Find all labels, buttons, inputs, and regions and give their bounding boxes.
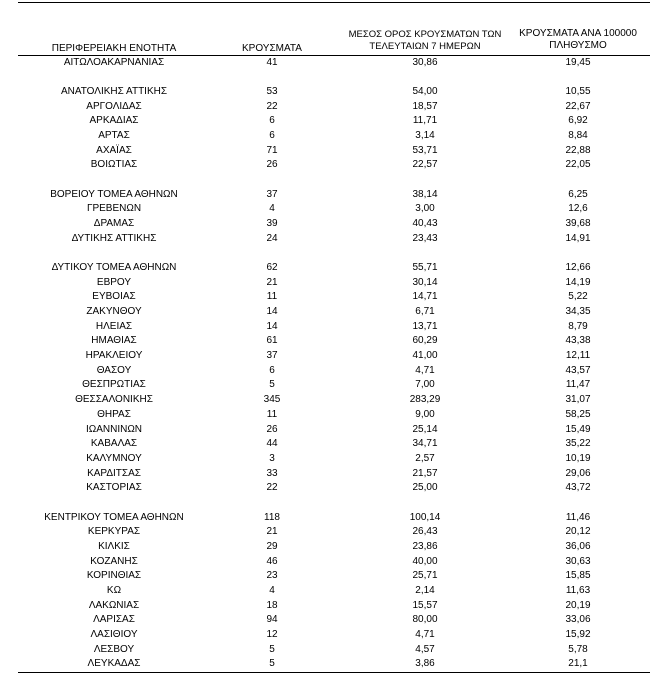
cell-cases: 6 bbox=[269, 129, 275, 141]
cell-avg-7days: 4,71 bbox=[415, 364, 435, 376]
cell-cases: 22 bbox=[266, 100, 278, 112]
cell-cases: 41 bbox=[266, 56, 278, 68]
cell-avg-7days: 53,71 bbox=[412, 144, 438, 156]
cell-cases: 6 bbox=[269, 364, 275, 376]
table-row bbox=[0, 467, 666, 482]
cell-per-100k: 15,92 bbox=[565, 629, 591, 641]
table-row bbox=[0, 158, 666, 173]
table-row bbox=[0, 511, 666, 526]
table-row bbox=[0, 276, 666, 291]
table-row bbox=[0, 452, 666, 467]
cell-cases: 29 bbox=[266, 540, 278, 552]
cell-avg-7days: 13,71 bbox=[412, 320, 438, 332]
cell-cases: 12 bbox=[266, 629, 278, 641]
cell-cases: 39 bbox=[266, 217, 278, 229]
cell-per-100k: 8,84 bbox=[568, 129, 588, 141]
cell-region: ΚΙΛΚΙΣ bbox=[98, 540, 130, 552]
table-row bbox=[0, 56, 666, 71]
table-row bbox=[0, 408, 666, 423]
cell-avg-7days: 54,00 bbox=[412, 85, 438, 97]
cell-avg-7days: 80,00 bbox=[412, 614, 438, 626]
cell-region: ΛΑΡΙΣΑΣ bbox=[93, 614, 135, 626]
cell-cases: 26 bbox=[266, 423, 278, 435]
cell-per-100k: 6,92 bbox=[568, 115, 588, 127]
cell-per-100k: 58,25 bbox=[565, 408, 591, 420]
cell-per-100k: 29,06 bbox=[565, 467, 591, 479]
table-row bbox=[0, 643, 666, 658]
cell-cases: 11 bbox=[266, 291, 278, 303]
table-row bbox=[0, 261, 666, 276]
cell-cases: 61 bbox=[266, 335, 278, 347]
cell-avg-7days: 38,14 bbox=[412, 188, 438, 200]
cell-avg-7days: 30,86 bbox=[412, 56, 438, 68]
cell-region: ΛΕΣΒΟΥ bbox=[93, 643, 135, 655]
cell-per-100k: 33,06 bbox=[565, 614, 591, 626]
header-per-100k: ΚΡΟΥΣΜΑΤΑ ΑΝΑ 100000 ΠΛΗΘΥΣΜΟ bbox=[519, 28, 637, 51]
cell-cases: 21 bbox=[266, 526, 278, 538]
table-row bbox=[0, 129, 666, 144]
cell-avg-7days: 14,71 bbox=[412, 291, 438, 303]
table-row bbox=[0, 217, 666, 232]
cell-region: ΔΥΤΙΚΟΥ ΤΟΜΕΑ ΑΘΗΝΩΝ bbox=[51, 262, 177, 274]
cell-per-100k: 5,22 bbox=[568, 291, 588, 303]
cell-region: ΘΗΡΑΣ bbox=[97, 408, 131, 420]
cell-region: ΚΟΖΑΝΗΣ bbox=[90, 555, 138, 567]
header-cases: ΚΡΟΥΣΜΑΤΑ bbox=[242, 43, 302, 54]
cell-per-100k: 30,63 bbox=[565, 555, 591, 567]
table-row bbox=[0, 613, 666, 628]
cell-avg-7days: 15,57 bbox=[412, 599, 438, 611]
cell-per-100k: 34,35 bbox=[565, 306, 591, 318]
cell-avg-7days: 30,14 bbox=[412, 276, 438, 288]
cell-avg-7days: 3,00 bbox=[415, 203, 435, 215]
cell-cases: 3 bbox=[269, 452, 275, 464]
cell-region: ΑΙΤΩΛΟΑΚΑΡΝΑΝΙΑΣ bbox=[63, 56, 165, 68]
table-row bbox=[0, 305, 666, 320]
cell-avg-7days: 22,57 bbox=[412, 159, 438, 171]
cell-per-100k: 35,22 bbox=[565, 438, 591, 450]
table-row bbox=[0, 584, 666, 599]
cell-avg-7days: 3,14 bbox=[415, 129, 435, 141]
cell-cases: 14 bbox=[266, 306, 278, 318]
table-row bbox=[0, 144, 666, 159]
cell-per-100k: 12,66 bbox=[565, 262, 591, 274]
cell-avg-7days: 34,71 bbox=[412, 438, 438, 450]
cell-per-100k: 22,67 bbox=[565, 100, 591, 112]
cell-per-100k: 20,12 bbox=[565, 526, 591, 538]
cell-region: ΚΑΡΔΙΤΣΑΣ bbox=[87, 467, 141, 479]
table-row bbox=[0, 437, 666, 452]
cell-avg-7days: 2,57 bbox=[415, 452, 435, 464]
cell-cases: 71 bbox=[266, 144, 278, 156]
table-row bbox=[0, 334, 666, 349]
cell-avg-7days: 60,29 bbox=[412, 335, 438, 347]
cell-per-100k: 8,79 bbox=[568, 320, 588, 332]
table-row bbox=[0, 290, 666, 305]
cell-per-100k: 19,45 bbox=[565, 56, 591, 68]
cell-cases: 5 bbox=[269, 379, 275, 391]
cell-avg-7days: 7,00 bbox=[415, 379, 435, 391]
cell-per-100k: 5,78 bbox=[568, 643, 588, 655]
cell-cases: 37 bbox=[266, 350, 278, 362]
table-row bbox=[0, 555, 666, 570]
cell-avg-7days: 18,57 bbox=[412, 100, 438, 112]
cell-avg-7days: 25,00 bbox=[412, 482, 438, 494]
cell-per-100k: 10,19 bbox=[565, 452, 591, 464]
cell-avg-7days: 23,86 bbox=[412, 540, 438, 552]
table-row bbox=[0, 100, 666, 115]
table-row bbox=[0, 393, 666, 408]
cell-region: ΖΑΚΥΝΘΟΥ bbox=[86, 306, 142, 318]
cell-avg-7days: 11,71 bbox=[412, 115, 438, 127]
cell-cases: 44 bbox=[266, 438, 278, 450]
cell-region: ΕΒΡΟΥ bbox=[96, 276, 132, 288]
cell-per-100k: 10,55 bbox=[565, 85, 591, 97]
cell-per-100k: 22,88 bbox=[565, 144, 591, 156]
header-region: ΠΕΡΙΦΕΡΕΙΑΚΗ ΕΝΟΤΗΤΑ bbox=[51, 43, 177, 54]
table-row bbox=[0, 481, 666, 496]
cell-avg-7days: 283,29 bbox=[409, 394, 441, 406]
table-row bbox=[0, 525, 666, 540]
cell-avg-7days: 100,14 bbox=[409, 511, 441, 523]
cell-avg-7days: 3,86 bbox=[415, 658, 435, 670]
cell-region: ΛΕΥΚΑΔΑΣ bbox=[87, 658, 141, 670]
cell-cases: 37 bbox=[266, 188, 278, 200]
cell-per-100k: 39,68 bbox=[565, 217, 591, 229]
cell-region: ΚΕΝΤΡΙΚΟΥ ΤΟΜΕΑ ΑΘΗΝΩΝ bbox=[44, 511, 184, 523]
table-row bbox=[0, 364, 666, 379]
cell-avg-7days: 21,57 bbox=[412, 467, 438, 479]
cell-cases: 26 bbox=[266, 159, 278, 171]
cell-region: ΑΡΤΑΣ bbox=[98, 129, 130, 141]
cell-region: ΑΝΑΤΟΛΙΚΗΣ ΑΤΤΙΚΗΣ bbox=[60, 85, 168, 97]
cell-region: ΚΕΡΚΥΡΑΣ bbox=[87, 526, 141, 538]
cell-region: ΙΩΑΝΝΙΝΩΝ bbox=[85, 423, 143, 435]
cell-region: ΔΥΤΙΚΗΣ ΑΤΤΙΚΗΣ bbox=[71, 232, 157, 244]
cell-region: ΔΡΑΜΑΣ bbox=[93, 217, 135, 229]
cell-avg-7days: 2,14 bbox=[415, 584, 435, 596]
cell-cases: 5 bbox=[269, 643, 275, 655]
cell-cases: 14 bbox=[266, 320, 278, 332]
cell-cases: 345 bbox=[263, 394, 281, 406]
cell-per-100k: 31,07 bbox=[565, 394, 591, 406]
table-row bbox=[0, 628, 666, 643]
cell-region: ΚΑΛΥΜΝΟΥ bbox=[86, 452, 142, 464]
table-row bbox=[0, 423, 666, 438]
header-avg-7days: ΜΕΣΟΣ ΟΡΟΣ ΚΡΟΥΣΜΑΤΩΝ ΤΩΝ ΤΕΛΕΥΤΑΙΩΝ 7 ΗΜΕΡΩΝ bbox=[348, 29, 502, 52]
cell-cases: 24 bbox=[266, 232, 278, 244]
cell-avg-7days: 25,14 bbox=[412, 423, 438, 435]
cell-cases: 22 bbox=[266, 482, 278, 494]
table-row bbox=[0, 320, 666, 335]
cell-cases: 4 bbox=[269, 584, 275, 596]
cell-region: ΒΟΡΕΙΟΥ ΤΟΜΕΑ ΑΘΗΝΩΝ bbox=[50, 188, 178, 200]
cell-cases: 23 bbox=[266, 570, 278, 582]
cell-avg-7days: 40,00 bbox=[412, 555, 438, 567]
table-row bbox=[0, 540, 666, 555]
cell-per-100k: 6,25 bbox=[568, 188, 588, 200]
cell-per-100k: 20,19 bbox=[565, 599, 591, 611]
table-row bbox=[0, 85, 666, 100]
cell-avg-7days: 26,43 bbox=[412, 526, 438, 538]
cell-per-100k: 15,85 bbox=[565, 570, 591, 582]
table-row bbox=[0, 202, 666, 217]
cell-region: ΛΑΣΙΘΙΟΥ bbox=[90, 629, 138, 641]
cell-cases: 6 bbox=[269, 115, 275, 127]
cell-region: ΘΕΣΣΑΛΟΝΙΚΗΣ bbox=[75, 394, 153, 406]
cell-per-100k: 11,63 bbox=[565, 584, 591, 596]
table-row bbox=[0, 378, 666, 393]
cell-region: ΓΡΕΒΕΝΩΝ bbox=[86, 203, 142, 215]
table-row bbox=[0, 232, 666, 247]
cell-region: ΒΟΙΩΤΙΑΣ bbox=[90, 159, 138, 171]
cell-region: ΚΑΣΤΟΡΙΑΣ bbox=[86, 482, 142, 494]
cell-region: ΚΩ bbox=[106, 584, 122, 596]
cell-region: ΑΡΚΑΔΙΑΣ bbox=[89, 115, 139, 127]
cell-per-100k: 15,49 bbox=[565, 423, 591, 435]
cell-cases: 53 bbox=[266, 85, 278, 97]
cell-region: ΘΑΣΟΥ bbox=[96, 364, 132, 376]
cell-avg-7days: 6,71 bbox=[415, 306, 435, 318]
cell-region: ΛΑΚΩΝΙΑΣ bbox=[88, 599, 140, 611]
cell-cases: 18 bbox=[266, 599, 278, 611]
cell-cases: 94 bbox=[266, 614, 278, 626]
cell-region: ΗΛΕΙΑΣ bbox=[95, 320, 133, 332]
cell-region: ΚΑΒΑΛΑΣ bbox=[90, 438, 138, 450]
cell-cases: 21 bbox=[266, 276, 278, 288]
cell-cases: 46 bbox=[266, 555, 278, 567]
cell-per-100k: 43,72 bbox=[565, 482, 591, 494]
cell-region: ΗΡΑΚΛΕΙΟΥ bbox=[85, 350, 143, 362]
cell-per-100k: 22,05 bbox=[565, 159, 591, 171]
cell-per-100k: 14,91 bbox=[565, 232, 591, 244]
cell-per-100k: 14,19 bbox=[565, 276, 591, 288]
cell-avg-7days: 25,71 bbox=[412, 570, 438, 582]
cell-cases: 62 bbox=[266, 262, 278, 274]
cell-per-100k: 43,57 bbox=[565, 364, 591, 376]
cell-per-100k: 12,6 bbox=[568, 203, 588, 215]
table-row bbox=[0, 657, 666, 672]
cell-avg-7days: 4,71 bbox=[415, 629, 435, 641]
cell-avg-7days: 55,71 bbox=[412, 262, 438, 274]
cell-avg-7days: 41,00 bbox=[412, 350, 438, 362]
cell-per-100k: 21,1 bbox=[568, 658, 588, 670]
cell-avg-7days: 40,43 bbox=[412, 217, 438, 229]
cell-per-100k: 11,47 bbox=[565, 379, 591, 391]
table-row bbox=[0, 599, 666, 614]
cell-region: ΗΜΑΘΙΑΣ bbox=[91, 335, 137, 347]
cell-per-100k: 12,11 bbox=[565, 350, 591, 362]
cell-region: ΑΡΓΟΛΙΔΑΣ bbox=[86, 100, 142, 112]
cell-per-100k: 11,46 bbox=[565, 511, 591, 523]
cell-cases: 4 bbox=[269, 203, 275, 215]
cell-region: ΚΟΡΙΝΘΙΑΣ bbox=[86, 570, 142, 582]
table-row bbox=[0, 349, 666, 364]
table-row bbox=[0, 114, 666, 129]
cell-region: ΘΕΣΠΡΩΤΙΑΣ bbox=[82, 379, 146, 391]
cell-region: ΑΧΑΪΑΣ bbox=[96, 144, 132, 156]
table-row bbox=[0, 569, 666, 584]
cell-cases: 118 bbox=[264, 511, 280, 523]
cell-avg-7days: 23,43 bbox=[412, 232, 438, 244]
cell-cases: 33 bbox=[266, 467, 278, 479]
cell-per-100k: 36,06 bbox=[565, 540, 591, 552]
cell-avg-7days: 4,57 bbox=[415, 643, 435, 655]
cell-per-100k: 43,38 bbox=[565, 335, 591, 347]
table-bottom-rule bbox=[18, 672, 650, 673]
cell-region: ΕΥΒΟΙΑΣ bbox=[92, 291, 136, 303]
cell-cases: 5 bbox=[269, 658, 275, 670]
table-row bbox=[0, 188, 666, 203]
cell-cases: 11 bbox=[266, 408, 278, 420]
cell-avg-7days: 9,00 bbox=[415, 408, 435, 420]
